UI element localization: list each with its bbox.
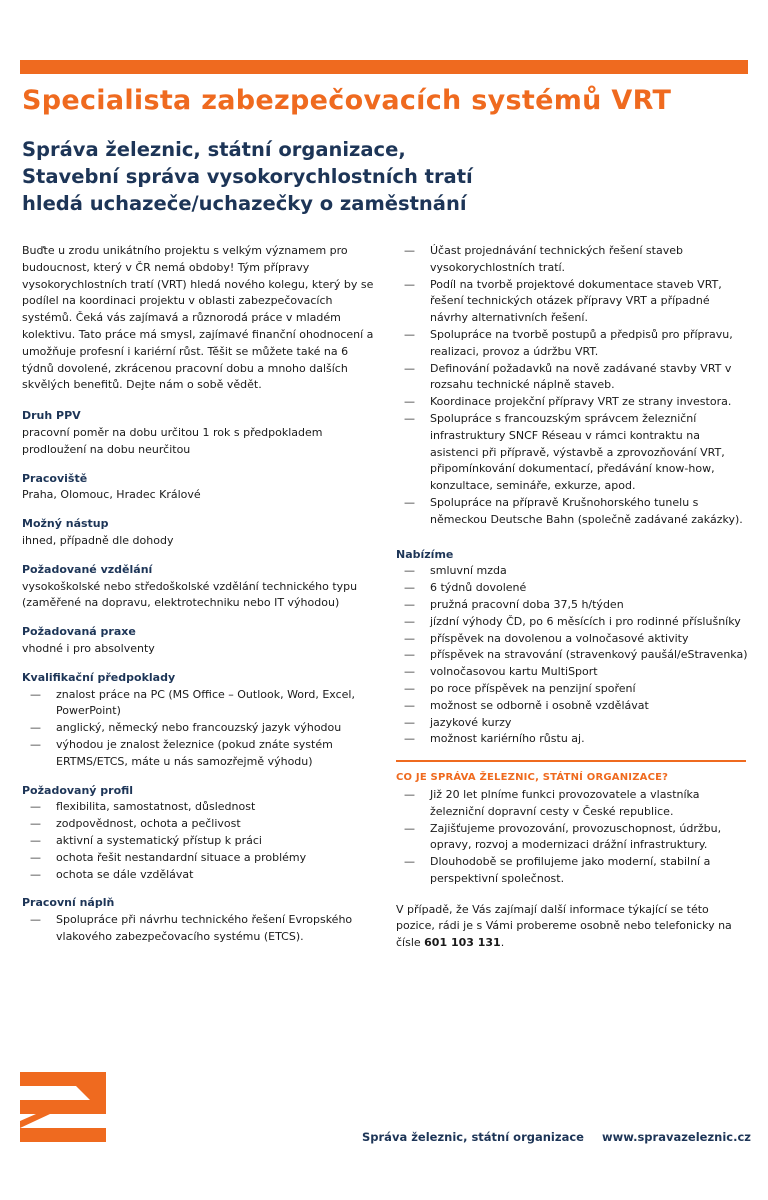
- list-item: — možnost se odborně i osobně vzdělávat: [396, 698, 750, 715]
- top-accent-bar: [20, 60, 748, 74]
- subtitle-line: hledá uchazeče/uchazečky o zaměstnání: [22, 192, 467, 215]
- kvalifikace-list: [22, 687, 377, 771]
- list-item: — Již 20 let plníme funkci provozovatele a vlastníka železniční dopravní cesty v České republice.: [396, 787, 750, 821]
- section-text: Praha, Olomouc, Hradec Králové: [22, 488, 201, 502]
- section-praxe: [22, 624, 377, 658]
- list-item: — Spolupráce při návrhu technického řešení Evropského vlakového zabezpečovacího systému (ETCS).: [22, 912, 377, 946]
- section-heading: Nabízíme: [396, 547, 454, 561]
- company-divider: [396, 760, 746, 762]
- right-column: [396, 243, 750, 952]
- list-item: — zodpovědnost, ochota a pečlivost: [22, 816, 377, 833]
- section-heading: Požadovaná praxe: [22, 625, 136, 639]
- napln-list-right: [396, 243, 750, 529]
- list-item: — Účast projednávání technických řešení staveb vysokorychlostních tratí.: [396, 243, 750, 277]
- section-nastup: [22, 516, 377, 550]
- list-item: — pružná pracovní doba 37,5 h/týden: [396, 597, 750, 614]
- phone-number[interactable]: 601 103 131: [424, 936, 501, 950]
- section-kvalifikace: [22, 670, 377, 771]
- section-heading: Kvalifikační předpoklady: [22, 670, 176, 684]
- profil-list: [22, 799, 377, 883]
- list-item: — smluvní mzda: [396, 563, 750, 580]
- footer-org: Správa železnic, státní organizace: [362, 1130, 584, 1144]
- list-item: — znalost práce na PC (MS Office – Outlook, Word, Excel, PowerPoint): [22, 687, 377, 721]
- list-item: — jazykové kurzy: [396, 715, 750, 732]
- list-item: — Spolupráce na tvorbě postupů a předpisů pro přípravu, realizaci, provoz a údržbu VRT.: [396, 327, 750, 361]
- list-item: — Spolupráce na přípravě Krušnohorského tunelu s německou Deutsche Bahn (společně zadávané zakázky).: [396, 495, 750, 529]
- list-item: — 6 týdnů dovolené: [396, 580, 750, 597]
- section-heading: Požadované vzdělání: [22, 562, 153, 576]
- list-item: — aktivní a systematický přístup k práci: [22, 833, 377, 850]
- section-heading: Požadovaný profil: [22, 783, 134, 797]
- section-vzdelani: [22, 562, 377, 612]
- contact-text: V případě, že Vás zajímají další informace týkající se této pozice, rádi je s Vámi probereme osobně nebo telefonicky na čísle: [396, 902, 732, 950]
- company-list: [396, 787, 750, 888]
- footer: [362, 1130, 751, 1144]
- section-text: vysokoškolské nebo středoškolské vzdělání technického typu (zaměřené na dopravu, elektrotechniku nebo IT výhodou): [22, 579, 358, 610]
- section-pracoviste: [22, 471, 377, 505]
- list-item: — výhodou je znalost železnice (pokud znáte systém ERTMS/ETCS, máte u nás samozřejmě výhodu): [22, 737, 377, 771]
- section-text: pracovní poměr na dobu určitou 1 rok s předpokladem prodloužení na dobu neurčitou: [22, 425, 323, 456]
- list-item: — Podíl na tvorbě projektové dokumentace staveb VRT, řešení technických otázek přípravy VRT a případné návrhy alternativních řešení.: [396, 277, 750, 327]
- section-heading: Druh PPV: [22, 409, 81, 423]
- list-item: — volnočasovou kartu MultiSport: [396, 664, 750, 681]
- contact-paragraph: [396, 902, 750, 952]
- section-napln: [22, 895, 377, 945]
- employer-subtitle: [22, 136, 622, 217]
- list-item: — flexibilita, samostatnost, důslednost: [22, 799, 377, 816]
- list-item: — příspěvek na stravování (stravenkový paušál/eStravenka): [396, 647, 750, 664]
- section-heading: Pracoviště: [22, 471, 88, 485]
- list-item: — ochota se dále vzdělávat: [22, 867, 377, 884]
- nabizime-list: [396, 563, 750, 748]
- section-druh-ppv: [22, 408, 377, 458]
- section-heading: Pracovní náplň: [22, 896, 115, 910]
- section-heading: Možný nástup: [22, 517, 109, 531]
- list-item: — anglický, německý nebo francouzský jazyk výhodou: [22, 720, 377, 737]
- intro-paragraph: Buďte u zrodu unikátního projektu s velkým významem pro budoucnost, který v ČR nemá obdoby! Tým přípravy vysokorychlostních tratí (VRT) hledá nového kolegu, který by se podílel na koordinaci projektu v oblasti zabezpečovacích systémů. Čeká vás zajímavá a různorodá práce v mladém kolektivu. Tato práce má smysl, zajímavé finanční ohodnocení a umožňuje profesní i kariérní růst. Těšit se můžete také na 6 týdnů dovolené, zkrácenou pracovní dobu a mnoho dalších skvělých benefitů. Dejte nám o sobě vědět.: [22, 244, 374, 392]
- company-heading: CO JE SPRÁVA ŽELEZNIC, STÁTNÍ ORGANIZACE?: [396, 772, 669, 784]
- contact-end: .: [500, 936, 505, 950]
- list-item: — Koordinace projekční přípravy VRT ze strany investora.: [396, 394, 750, 411]
- subtitle-line: Správa železnic, státní organizace,: [22, 138, 406, 161]
- spravazeleznic-logo-icon: [20, 1072, 106, 1142]
- section-text: ihned, případně dle dohody: [22, 533, 174, 547]
- page-title: Specialista zabezpečovacích systémů VRT: [22, 85, 672, 116]
- napln-list-left: [22, 912, 377, 946]
- left-column: [22, 243, 377, 946]
- list-item: — možnost kariérního růstu aj.: [396, 731, 750, 748]
- list-item: — příspěvek na dovolenou a volnočasové aktivity: [396, 631, 750, 648]
- list-item: — Spolupráce s francouzským správcem železniční infrastruktury SNCF Réseau v rámci kontraktu na asistenci při přípravě, výstavbě a zprovozňování VRT, připomínkování dokumentací, předávání know-how, konzultace, semináře, exkurze, apod.: [396, 411, 750, 495]
- section-nabizime: [396, 547, 750, 749]
- list-item: — Definování požadavků na nově zadávané stavby VRT v rozsahu technické náplně staveb.: [396, 361, 750, 395]
- list-item: — Zajišťujeme provozování, provozuschopnost, údržbu, opravy, rozvoj a modernizaci drážní infrastruktury.: [396, 821, 750, 855]
- section-text: vhodné i pro absolventy: [22, 641, 155, 655]
- list-item: — po roce příspěvek na penzijní spoření: [396, 681, 750, 698]
- footer-website-link[interactable]: www.spravazeleznic.cz: [601, 1130, 751, 1144]
- list-item: — Dlouhodobě se profilujeme jako moderní, stabilní a perspektivní společnost.: [396, 854, 750, 888]
- list-item: — ochota řešit nestandardní situace a problémy: [22, 850, 377, 867]
- list-item: — jízdní výhody ČD, po 6 měsících i pro rodinné příslušníky: [396, 614, 750, 631]
- subtitle-line: Stavební správa vysokorychlostních tratí: [22, 165, 473, 188]
- section-profil: [22, 783, 377, 884]
